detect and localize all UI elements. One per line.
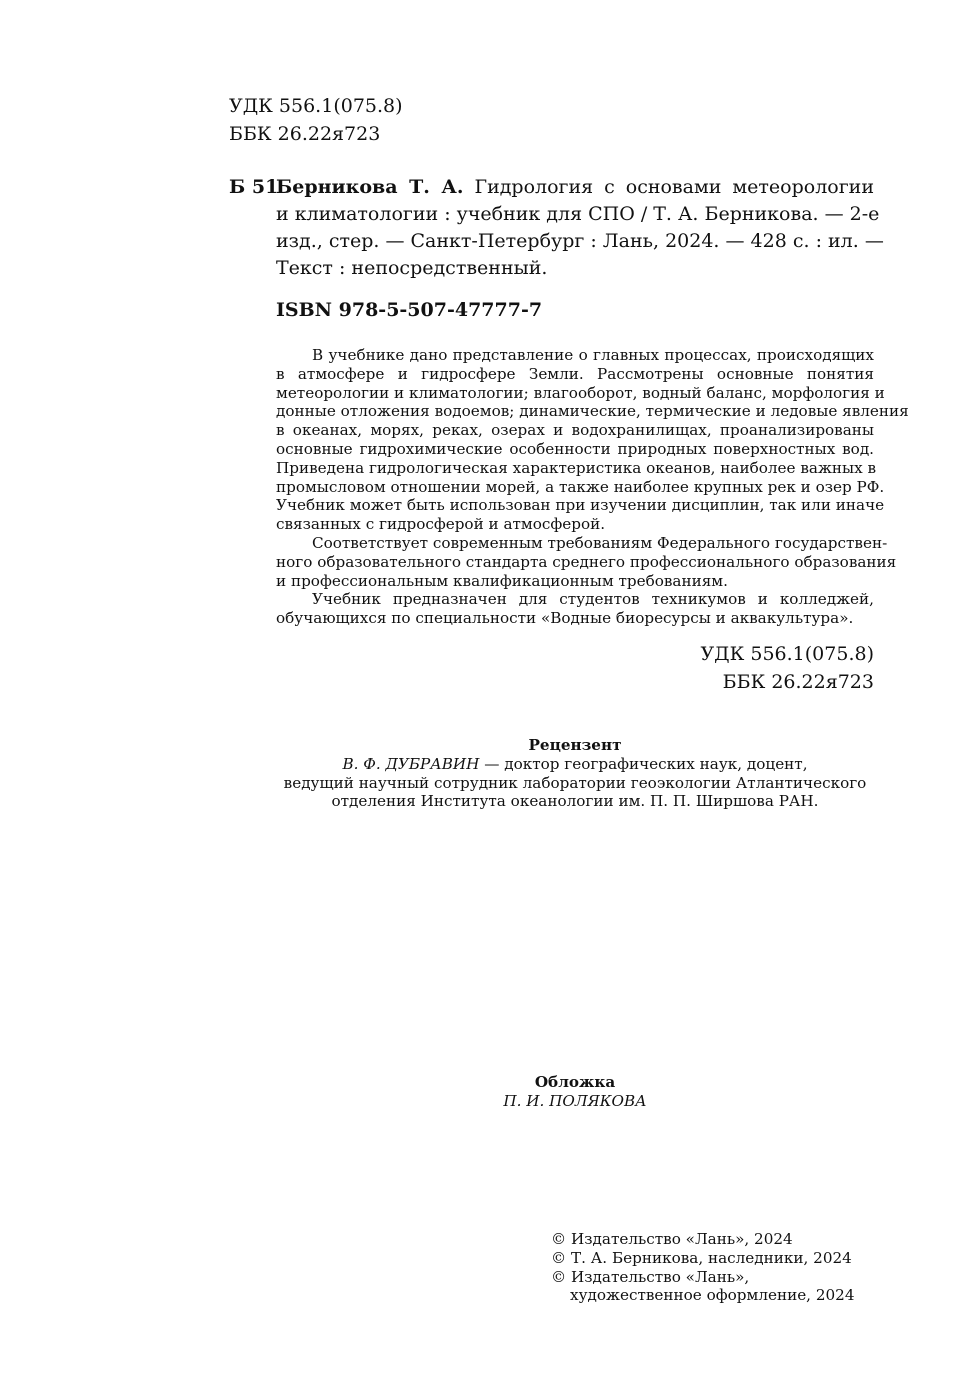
cover-credit <box>276 1073 874 1111</box>
bbk-code: ББК 26.22я723 <box>229 123 381 145</box>
entry-author: Берникова Т. А. <box>276 176 464 198</box>
reviewer-line <box>276 755 874 774</box>
annotation-line: обучающихся по специальности «Водные биоресурсы и аквакультура». <box>276 609 854 628</box>
entry-line <box>276 174 874 201</box>
copyright-line: © Издательство «Лань», 2024 <box>551 1230 793 1248</box>
cover-title: Обложка <box>534 1073 616 1091</box>
annotation-line: и профессиональным квалификационным требованиям. <box>276 571 728 590</box>
annotation-line: в океанах, морях, реках, озерах и водохранилищах, проанализированы <box>276 421 874 440</box>
reviewer-title: Рецензент <box>528 736 622 754</box>
author-mark: Б 51 <box>229 176 279 198</box>
annotation-line: метеорологии и климатологии; влагооборот, водный баланс, морфология и <box>276 383 885 402</box>
copyright-line: © Издательство «Лань», <box>551 1267 750 1286</box>
annotation-line: промысловом отношении морей, а также наиболее крупных рек и озер РФ. <box>276 477 885 496</box>
reviewer-name: В. Ф. ДУБРАВИН <box>342 754 480 773</box>
bbk-code: ББК 26.22я723 <box>722 671 874 693</box>
annotation-line: Приведена гидрологическая характеристика океанов, наиболее важных в <box>276 458 877 477</box>
annotation-line: связанных с гидросферой и атмосферой. <box>276 515 606 534</box>
bibliographic-entry <box>276 174 884 282</box>
annotation-line: донные отложения водоемов; динамические, термические и ледовые явления <box>276 402 909 421</box>
entry-line: изд., стер. — Санкт-Петербург : Лань, 2024. — 428 с. : ил. — <box>276 230 884 252</box>
udk-code: УДК 556.1(075.8) <box>700 643 874 665</box>
copyright-line: © Т. А. Берникова, наследники, 2024 <box>551 1248 852 1267</box>
udk-bbk-footer <box>700 640 874 696</box>
annotation-line: в атмосфере и гидросфере Земли. Рассмотрены основные понятия <box>276 364 874 383</box>
udk-bbk-header <box>229 92 403 148</box>
entry-line: и климатологии : учебник для СПО / Т. А. Берникова. — 2-е <box>276 203 880 225</box>
annotation-line: Учебник предназначен для студентов техникумов и колледжей, <box>312 590 874 609</box>
copyright-block <box>551 1230 855 1305</box>
annotation <box>276 346 909 628</box>
reviewer-line: ведущий научный сотрудник лаборатории геоэкологии Атлантического <box>283 773 867 792</box>
entry-line: Текст : непосредственный. <box>276 257 548 279</box>
annotation-line: Соответствует современным требованиям Федерального государствен- <box>312 533 888 552</box>
entry-title: Гидрология с основами метеорологии <box>474 176 874 198</box>
annotation-line: ного образовательного стандарта среднего профессионального образования <box>276 552 897 571</box>
annotation-line: В учебнике дано представление о главных процессах, происходящих <box>312 346 874 364</box>
annotation-line: Учебник может быть использован при изучении дисциплин, так или иначе <box>276 496 885 515</box>
reviewer-line: отделения Института океанологии им. П. П. Ширшова РАН. <box>331 792 819 811</box>
cover-designer: П. И. ПОЛЯКОВА <box>503 1091 647 1110</box>
isbn: ISBN 978-5-507-47777-7 <box>276 299 543 321</box>
reviewer-block <box>276 736 874 811</box>
udk-code: УДК 556.1(075.8) <box>229 95 403 117</box>
annotation-line: основные гидрохимические особенности природных поверхностных вод. <box>276 439 874 458</box>
copyright-line: художественное оформление, 2024 <box>570 1286 855 1305</box>
reviewer-degree: — доктор географических наук, доцент, <box>479 754 808 773</box>
